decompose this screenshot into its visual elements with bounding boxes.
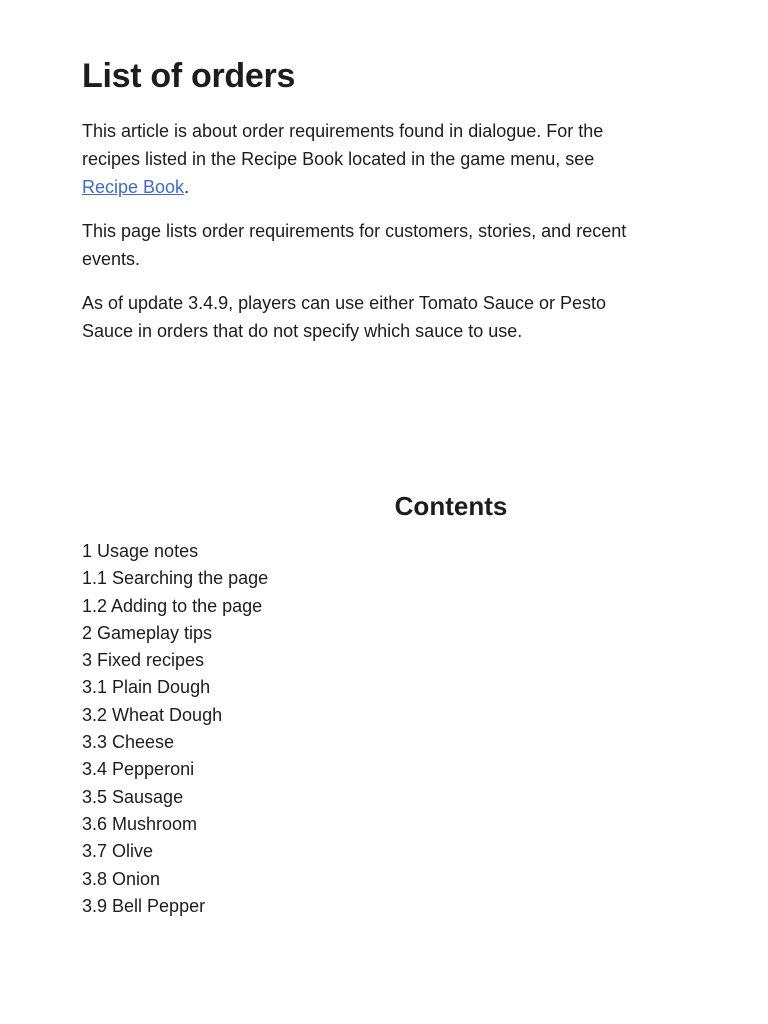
contents-heading: Contents: [394, 491, 508, 521]
intro-line-1: This article is about order requirements found in dialogue. For the: [82, 121, 604, 141]
intro-paragraph: [82, 117, 768, 201]
update-note-line-1: As of update 3.4.9, players can use either Tomato Sauce or Pesto: [82, 293, 606, 313]
page-scope-paragraph: [82, 217, 768, 273]
toc-item-onion[interactable]: 3.8 Onion: [82, 868, 161, 889]
update-note-line-2: Sauce in orders that do not specify which sauce to use.: [82, 321, 523, 341]
update-note-paragraph: [82, 289, 768, 345]
intro-line-3: [82, 173, 768, 201]
toc-item-sausage[interactable]: 3.5 Sausage: [82, 786, 184, 807]
toc-item-adding-page[interactable]: 1.2 Adding to the page: [82, 595, 263, 616]
toc-item-bell-pepper[interactable]: 3.9 Bell Pepper: [82, 895, 206, 916]
scope-line-1: This page lists order requirements for customers, stories, and recent: [82, 221, 627, 241]
toc-item-searching-page[interactable]: 1.1 Searching the page: [82, 568, 269, 589]
toc-item-usage-notes[interactable]: 1 Usage notes: [82, 541, 199, 561]
toc-item-plain-dough[interactable]: 3.1 Plain Dough: [82, 677, 211, 698]
toc-item-gameplay-tips[interactable]: 2 Gameplay tips: [82, 622, 213, 643]
recipe-book-link[interactable]: Recipe Book: [82, 177, 185, 197]
toc-item-mushroom[interactable]: 3.6 Mushroom: [82, 813, 198, 834]
toc-item-cheese[interactable]: 3.3 Cheese: [82, 732, 175, 753]
toc-item-olive[interactable]: 3.7 Olive: [82, 841, 154, 862]
table-of-contents: [82, 538, 768, 920]
intro-line-2: recipes listed in the Recipe Book located in the game menu, see: [82, 149, 595, 169]
toc-item-wheat-dough[interactable]: 3.2 Wheat Dough: [82, 704, 223, 725]
page-title: List of orders: [82, 57, 296, 95]
toc-item-pepperoni[interactable]: 3.4 Pepperoni: [82, 759, 195, 780]
intro-line-3-period: .: [184, 177, 190, 197]
toc-item-fixed-recipes[interactable]: 3 Fixed recipes: [82, 650, 205, 671]
scope-line-2: events.: [82, 249, 141, 269]
